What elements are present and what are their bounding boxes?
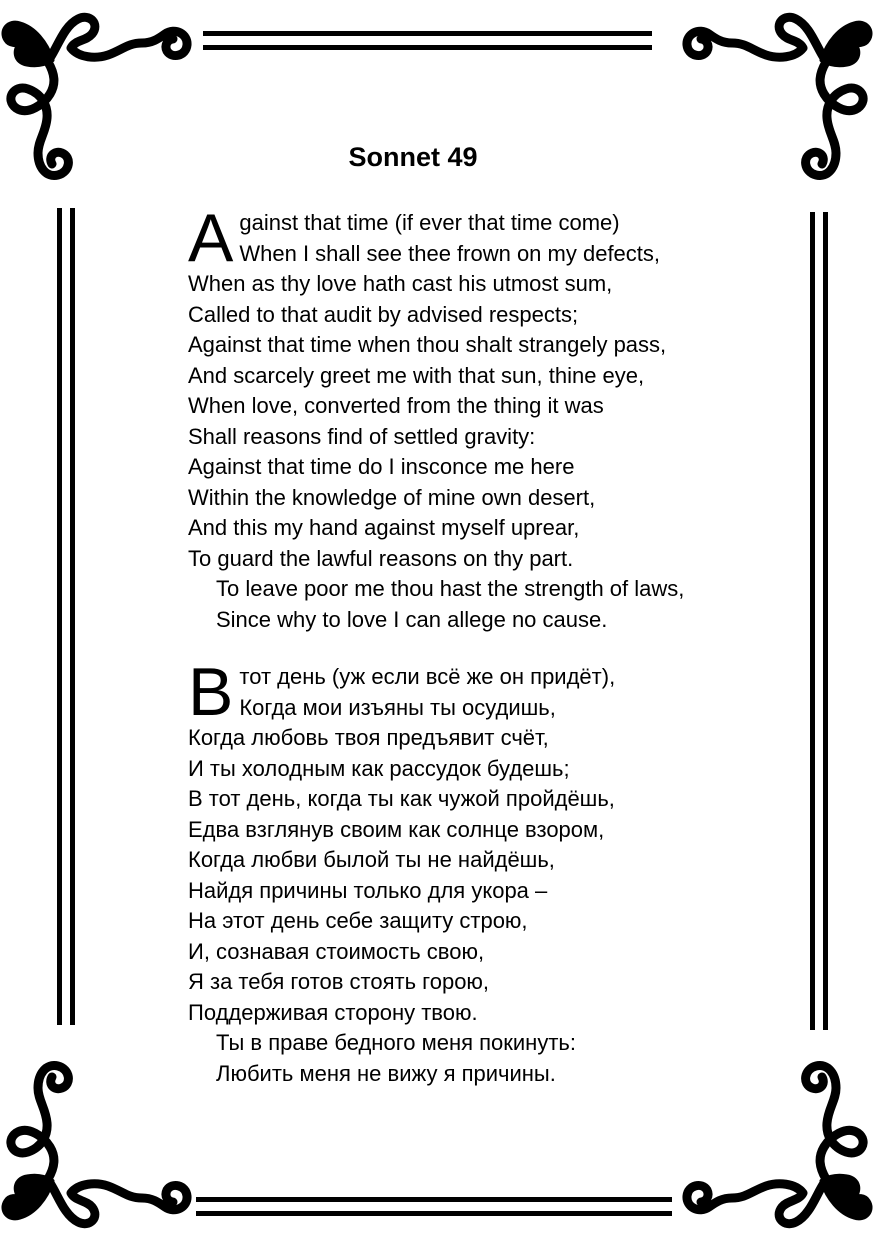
poem-line: тот день (уж если всё же он придёт),	[239, 664, 616, 689]
poem-line: Едва взглянув своим как солнце взором,	[188, 816, 605, 842]
poem-line: Shall reasons find of settled gravity:	[188, 423, 536, 449]
poem-line-couplet: Ты в праве бедного меня покинуть:	[216, 1030, 576, 1055]
border-left-outer-line	[57, 208, 62, 1025]
border-bottom-outer-line	[196, 1197, 672, 1202]
poem-line: Within the knowledge of mine own desert,	[188, 484, 596, 510]
poem-line: Когда любовь твоя предъявит счёт,	[188, 725, 549, 750]
poem-line: Когда мои изъяны ты осудишь,	[239, 694, 556, 720]
poem-line: When love, converted from the thing it was	[188, 393, 604, 418]
poem-line: And scarcely greet me with that sun, thine eye,	[188, 362, 645, 388]
poem-line: Я за тебя готов стоять горою,	[188, 969, 490, 994]
poem-line: В тот день, когда ты как чужой пройдёшь,	[188, 786, 615, 811]
poem-line: Когда любви былой ты не найдёшь,	[188, 847, 555, 872]
russian-dropcap: В	[188, 654, 234, 730]
border-top-outer-line	[203, 31, 652, 36]
flourish-icon	[0, 1036, 200, 1241]
poem-line: When as thy love hath cast his utmost sum,	[188, 271, 613, 296]
poem-line: Called to that audit by advised respects;	[188, 301, 579, 327]
flourish-icon	[0, 0, 200, 205]
poem-line: Поддерживая сторону твою.	[188, 999, 478, 1025]
border-right-inner-line	[823, 212, 828, 1030]
poem-line: И ты холодным как рассудок будешь;	[188, 755, 570, 781]
border-bottom-inner-line	[196, 1211, 672, 1216]
poem-line-couplet: To leave poor me thou hast the strength of laws,	[216, 576, 685, 601]
border-top-inner-line	[203, 45, 652, 50]
poem-line: gainst that time (if ever that time come)	[239, 210, 620, 235]
border-right-outer-line	[810, 212, 815, 1030]
poem-line-couplet: Любить меня не вижу я причины.	[216, 1060, 556, 1086]
poem-line: To guard the lawful reasons on thy part.	[188, 545, 574, 571]
poem-line: Against that time when thou shalt strangely pass,	[188, 332, 667, 357]
poem-line: И, сознавая стоимость свою,	[188, 938, 485, 964]
corner-flourish-top-right	[674, 0, 874, 205]
page-title: Sonnet 49	[348, 142, 478, 172]
poem-line: Against that time do I insconce me here	[188, 454, 575, 479]
poem-line: And this my hand against myself uprear,	[188, 515, 580, 540]
border-left-inner-line	[70, 208, 75, 1025]
corner-flourish-bottom-left	[0, 1036, 200, 1241]
english-sonnet	[188, 200, 748, 635]
poem-line-couplet: Since why to love I can allege no cause.	[216, 606, 608, 632]
poem-line: When I shall see thee frown on my defects,	[239, 240, 661, 266]
poem-line: Найдя причины только для укора –	[188, 877, 548, 903]
russian-sonnet	[188, 654, 748, 1089]
poem-line: На этот день себе защиту строю,	[188, 908, 528, 933]
flourish-icon	[674, 0, 874, 205]
corner-flourish-top-left	[0, 0, 200, 205]
english-dropcap: A	[188, 200, 234, 276]
